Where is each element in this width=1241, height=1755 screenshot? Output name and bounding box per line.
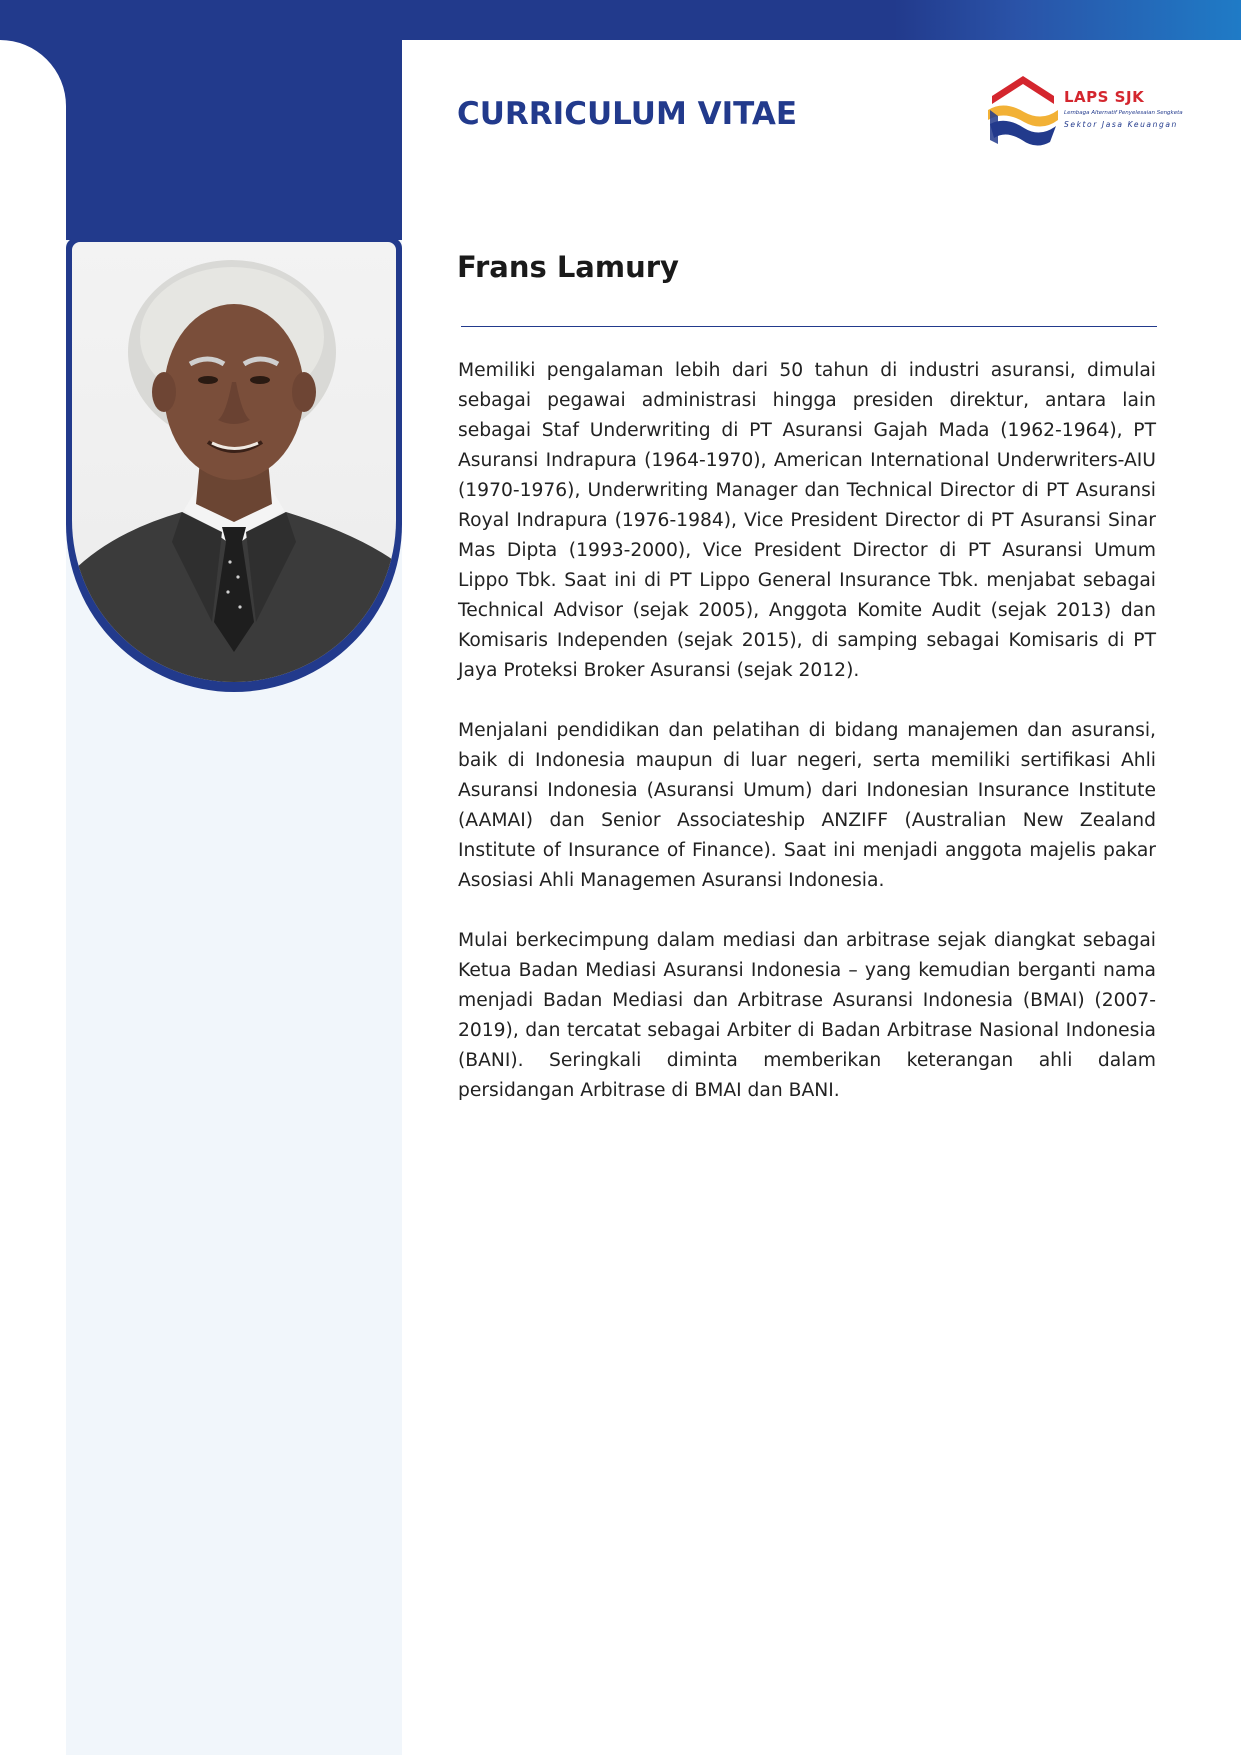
logo-tagline: Lembaga Alternatif Penyelesaian Sengketa xyxy=(1064,110,1183,116)
left-margin xyxy=(0,40,66,1755)
name-divider xyxy=(461,326,1157,327)
bio-paragraph-mediation: Mulai berkecimpung dalam mediasi dan arbitrase sejak diangkat sebagai Ketua Badan Mediasi Asuransi Indonesia – yang kemudian berganti nama menjadi Badan Mediasi dan Arbitrase Asuransi Indonesia (BMAI) (2007-2019), dan tercatat sebagai Arbiter di Badan Arbitrase Nasional Indonesia (BANI). Seringkali diminta memberikan keterangan ahli dalam persidangan Arbitrase di BMAI dan BANI. xyxy=(458,930,1156,1101)
portrait-illustration xyxy=(72,242,396,682)
bio-paragraph-education: Menjalani pendidikan dan pelatihan di bidang manajemen dan asuransi, baik di Indonesia maupun di luar negeri, serta memiliki sertifikasi Ahli Asuransi Indonesia (Asuransi Umum) dari Indonesian Insurance Institute (AAMAI) dan Senior Associateship ANZIFF (Australian New Zealand Institute of Insurance of Finance). Saat ini menjadi anggota majelis pakar Asosiasi Ahli Managemen Asuransi Indonesia. xyxy=(458,720,1156,891)
page-title: CURRICULUM VITAE xyxy=(457,96,798,132)
logo-name: LAPS SJK xyxy=(1064,88,1145,106)
portrait-frame xyxy=(66,238,402,692)
bio-paragraph-experience: Memiliki pengalaman lebih dari 50 tahun di industri asuransi, dimulai sebagai pegawai administrasi hingga presiden direktur, antara lain sebagai Staf Underwriting di PT Asuransi Gajah Mada (1962-1964), PT Asuransi Indrapura (1964-1970), American International Underwriters-AIU (1970-1976), Underwriting Manager dan Technical Director di PT Asuransi Royal Indrapura (1976-1984), Vice President Director di PT Asuransi Sinar Mas Dipta (1993-2000), Vice President Director di PT Asuransi Umum Lippo Tbk. Saat ini di PT Lippo General Insurance Tbk. menjabat sebagai Technical Advisor (sejak 2005), Anggota Komite Audit (sejak 2013) dan Komisaris Independen (sejak 2015), di samping sebagai Komisaris di PT Jaya Proteksi Broker Asuransi (sejak 2012). xyxy=(458,360,1156,681)
portrait-photo xyxy=(72,242,396,682)
laps-sjk-logo xyxy=(984,70,1183,152)
logo-subtitle: Sektor Jasa Keuangan xyxy=(1064,120,1178,129)
logo-emblem-icon xyxy=(984,70,1062,152)
person-name: Frans Lamury xyxy=(457,250,679,284)
biography xyxy=(458,356,1156,1136)
